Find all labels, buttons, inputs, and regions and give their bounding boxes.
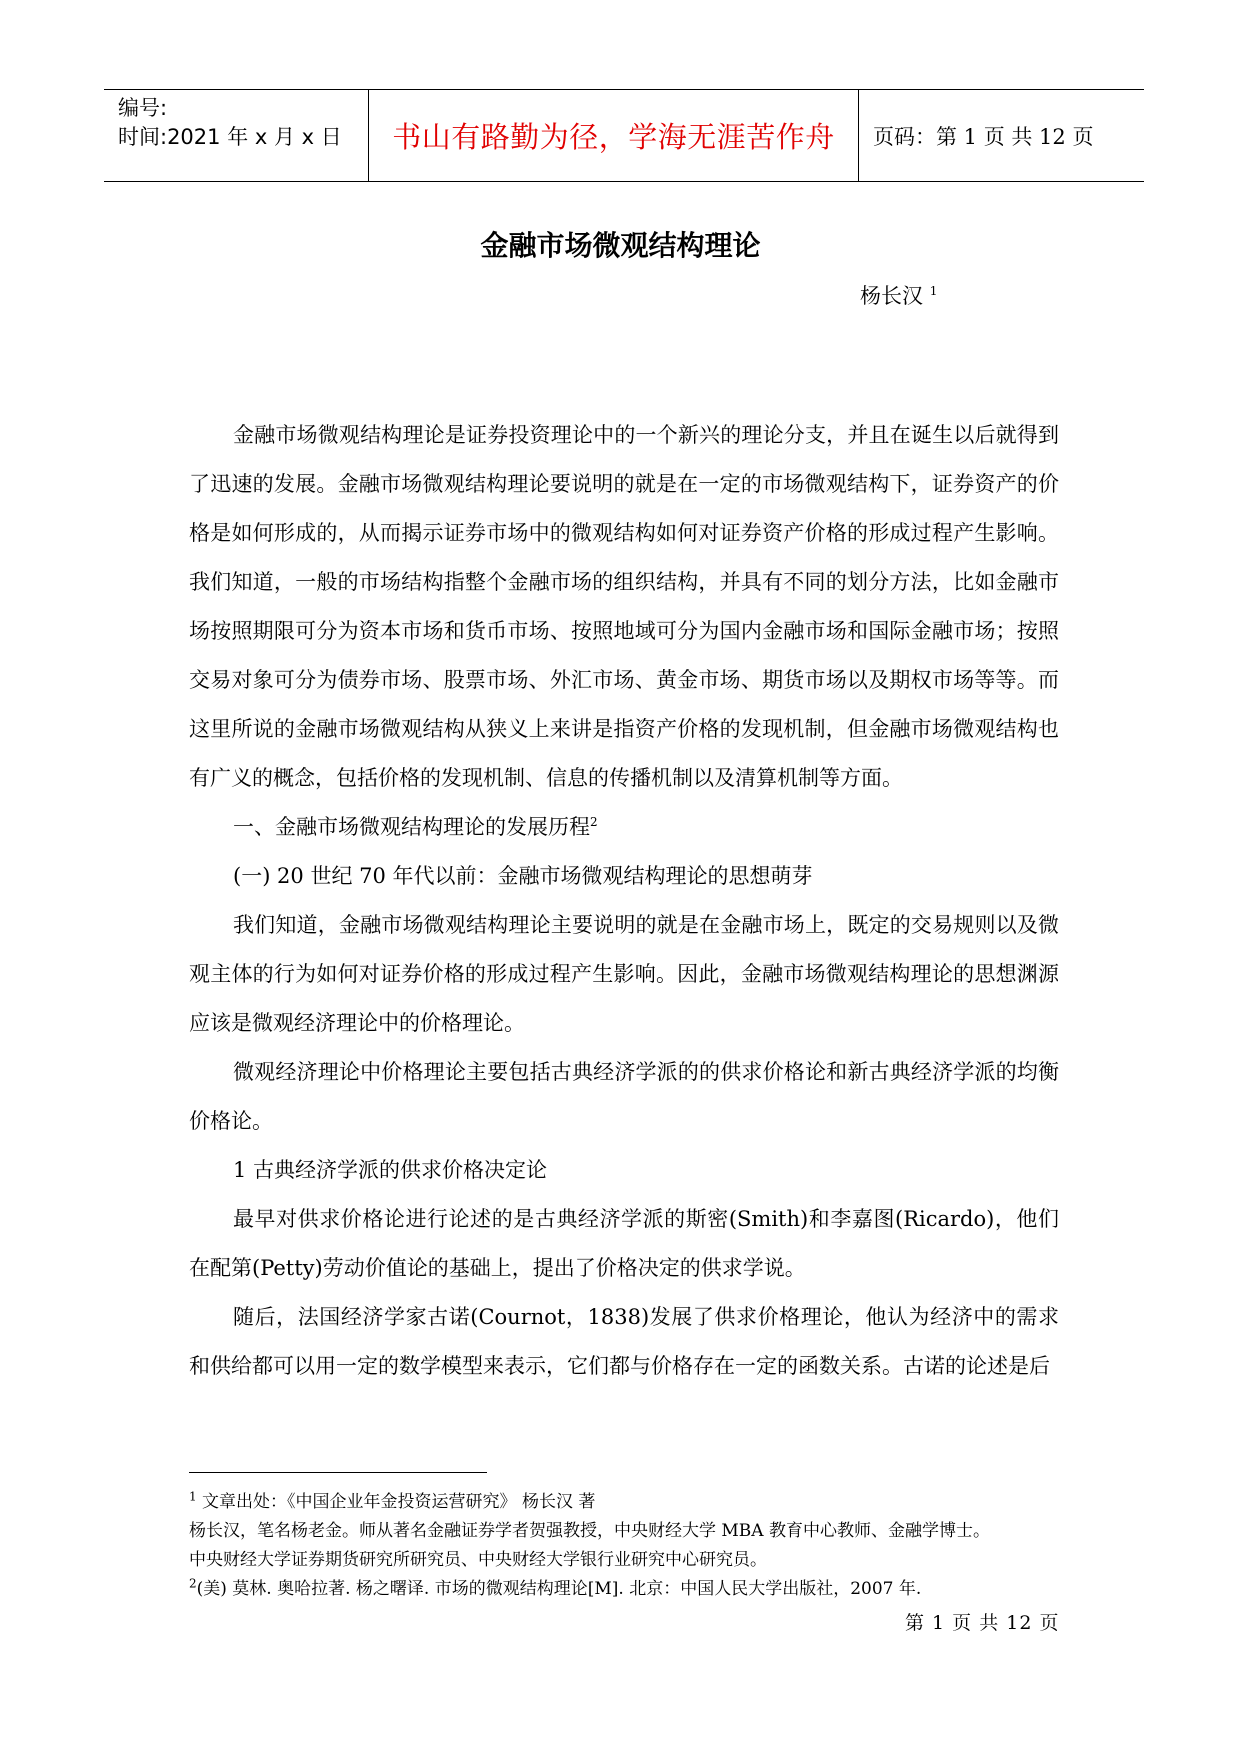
author-footnote-mark: 1 [929,284,938,298]
paragraph: 最早对供求价格论进行论述的是古典经济学派的斯密(Smith)和李嘉图(Ricardo)，他们在配第(Petty)劳动价值论的基础上，提出了价格决定的供求学说。 [189,1207,1059,1280]
document-header [104,89,1144,182]
author-name: 杨长汉 [860,284,923,308]
subsection-heading-2: 1 古典经济学派的供求价格决定论 [233,1158,548,1182]
footnotes [189,1488,1079,1604]
author [860,280,937,310]
footnote-2 [189,1575,1079,1604]
footnote-2-text: (美) 莫林. 奥哈拉著. 杨之曙译. 市场的微观结构理论[M]. 北京：中国人民大学出版社，2007 年. [196,1579,922,1599]
section-heading-1 [189,803,1059,852]
time-label: 时间:2021 年 x 月 x 日 [118,125,342,149]
subsection-heading-1: (一) 20 世纪 70 年代以前：金融市场微观结构理论的思想萌芽 [233,864,813,888]
footnote-1-text: 文章出处：《中国企业年金投资运营研究》 杨长汉 著 [202,1492,596,1512]
paragraph-intro: 金融市场微观结构理论是证券投资理论中的一个新兴的理论分支，并且在诞生以后就得到了迅速的发展。金融市场微观结构理论要说明的就是在一定的市场微观结构下，证券资产的价格是如何形成的，从而揭示证券市场中的微观结构如何对证券资产价格的形成过程产生影响。我们知道，一般的市场结构指整个金融市场的组织结构，并具有不同的划分方法，比如金融市场按照期限可分为资本市场和货币市场、按照地域可分为国内金融市场和国际金融市场；按照交易对象可分为债券市场、股票市场、外汇市场、黄金市场、期货市场以及期权市场等等。而这里所说的金融市场微观结构从狭义上来讲是指资产价格的发现机制，但金融市场微观结构也有广义的概念，包括价格的发现机制、信息的传播机制以及清算机制等方面。 [189,423,1059,790]
paragraph: 随后，法国经济学家古诺(Cournot，1838)发展了供求价格理论，他认为经济中的需求和供给都可以用一定的数学模型来表示，它们都与价格存在一定的函数关系。古诺的论述是后 [189,1305,1059,1378]
footnote-2-mark: 2 [189,1576,197,1591]
number-label: 编号: [118,96,168,120]
footnote-1-line2: 杨长汉，笔名杨老金。师从著名金融证券学者贺强教授，中央财经大学 MBA 教育中心教师、金融学博士。 [189,1521,990,1541]
header-meta [104,90,369,181]
document-title: 金融市场微观结构理论 [480,229,761,262]
paragraph: 微观经济理论中价格理论主要包括古典经济学派的的供求价格论和新古典经济学派的均衡价格论。 [189,1060,1059,1133]
footnote-1-mark: 1 [189,1489,197,1504]
section-heading-1-text: 一、金融市场微观结构理论的发展历程 [233,815,590,839]
header-motto: 书山有路勤为径，学海无涯苦作舟 [369,90,859,181]
header-page-label: 页码：第 1 页 共 12 页 [873,124,1094,149]
footnote-divider [189,1472,487,1473]
document-body [189,411,1059,1391]
heading-footnote-mark: 2 [590,815,598,829]
footnote-1-line3: 中央财经大学证券期货研究所研究员、中央财经大学银行业研究中心研究员。 [189,1550,767,1570]
footnote-1 [189,1488,1079,1517]
paragraph: 我们知道，金融市场微观结构理论主要说明的就是在金融市场上，既定的交易规则以及微观主体的行为如何对证券价格的形成过程产生影响。因此，金融市场微观结构理论的思想渊源应该是微观经济理论中的价格理论。 [189,913,1059,1035]
page-footer: 第 1 页 共 12 页 [905,1612,1060,1634]
